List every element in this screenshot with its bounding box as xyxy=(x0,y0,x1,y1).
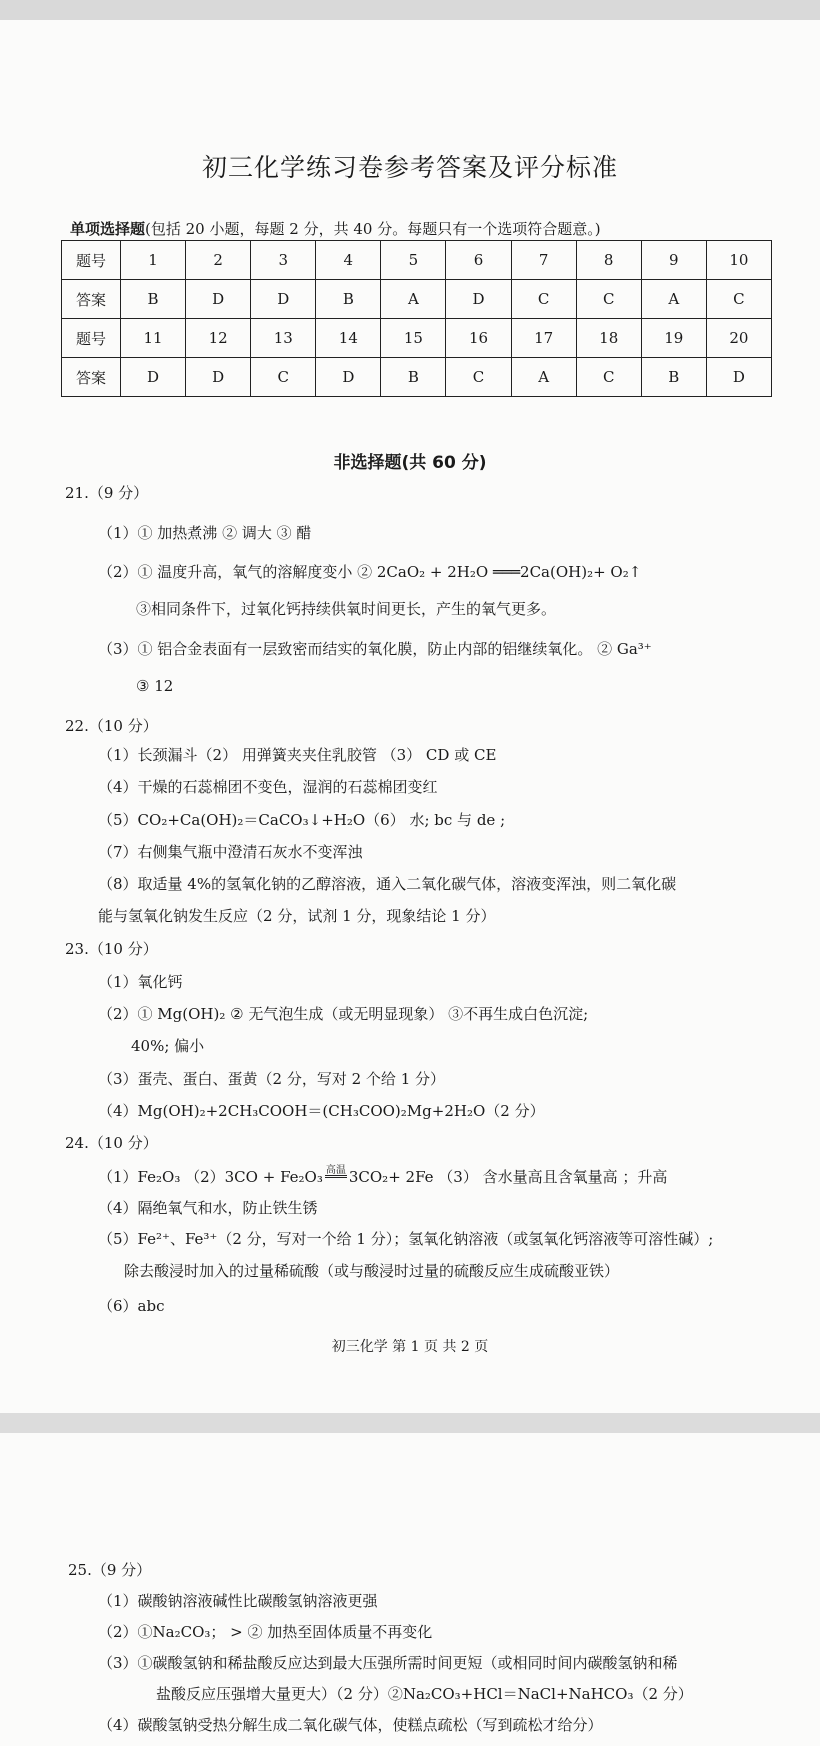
answer-table-cell: A xyxy=(641,280,706,319)
answer-table-cell: D xyxy=(706,358,771,397)
answer-table-cell: C xyxy=(576,280,641,319)
answer-table-row xyxy=(62,358,772,397)
answer-table-cell: C xyxy=(446,358,511,397)
answer-table-row-header: 答案 xyxy=(62,358,121,397)
answer-table-cell: 2 xyxy=(186,241,251,280)
q24-part1-left: （1）Fe₂O₃ （2）3CO + Fe₂O₃ xyxy=(98,1168,323,1186)
q21-heading: 21.（9 分） xyxy=(65,484,149,502)
answer-table-cell: D xyxy=(251,280,316,319)
mcq-label: 单项选择题 xyxy=(70,220,146,238)
answer-table-cell: 15 xyxy=(381,319,446,358)
answer-table-cell: 1 xyxy=(121,241,186,280)
q24-part5-line2: 除去酸浸时加入的过量稀硫酸（或与酸浸时过量的硫酸反应生成硫酸亚铁） xyxy=(124,1262,620,1280)
answer-table-cell: 19 xyxy=(641,319,706,358)
answer-table-row-header: 答案 xyxy=(62,280,121,319)
q25-part1: （1）碳酸钠溶液碱性比碳酸氢钠溶液更强 xyxy=(98,1592,378,1610)
q21-part3-line2: ③ 12 xyxy=(136,677,174,695)
q21-part3: （3）① 铝合金表面有一层致密而结实的氧化膜，防止内部的铝继续氧化。 ② Ga³⁺ xyxy=(98,640,652,658)
answer-table-cell: C xyxy=(251,358,316,397)
q24-heading: 24.（10 分） xyxy=(65,1134,158,1152)
page-title: 初三化学练习卷参考答案及评分标准 xyxy=(201,153,618,182)
q21-part2-line2: ③相同条件下，过氧化钙持续供氧时间更长，产生的氧气更多。 xyxy=(136,600,557,618)
answer-table-cell: 8 xyxy=(576,241,641,280)
q23-part4: （4）Mg(OH)₂+2CH₃COOH＝(CH₃COO)₂Mg+2H₂O（2 分） xyxy=(98,1102,545,1120)
answer-table-row-header: 题号 xyxy=(62,241,121,280)
q23-part2-line2: 40%; 偏小 xyxy=(131,1037,205,1055)
answer-table-cell: C xyxy=(706,280,771,319)
q22-heading: 22.（10 分） xyxy=(65,717,158,735)
answer-table-cell: A xyxy=(381,280,446,319)
answer-table-cell: B xyxy=(641,358,706,397)
mcq-description: (包括 20 小题，每题 2 分，共 40 分。每题只有一个选项符合题意。) xyxy=(145,220,601,238)
answer-table-row xyxy=(62,241,772,280)
q23-heading: 23.（10 分） xyxy=(65,940,158,958)
reaction-condition-arrow xyxy=(325,1165,347,1178)
q24-part5: （5）Fe²⁺、Fe³⁺（2 分，写对一个给 1 分）；氢氧化钠溶液（或氢氧化钙溶液等可溶性碱）; xyxy=(98,1230,714,1248)
reaction-condition-label: 高温 xyxy=(325,1165,346,1176)
answer-table-cell: 9 xyxy=(641,241,706,280)
answer-table-cell: C xyxy=(511,280,576,319)
q25-part3-line2: 盐酸反应压强增大量更大）（2 分）②Na₂CO₃+HCl＝NaCl+NaHCO₃（2 分） xyxy=(156,1685,693,1703)
answer-table-row xyxy=(62,319,772,358)
page-gap xyxy=(0,1413,820,1433)
answer-table-cell: D xyxy=(316,358,381,397)
page-footer: 初三化学 第 1 页 共 2 页 xyxy=(331,1339,489,1355)
q25-part4: （4）碳酸氢钠受热分解生成二氧化碳气体，使糕点疏松（写到疏松才给分） xyxy=(98,1716,603,1734)
document-page-2[interactable] xyxy=(0,1433,820,1746)
answer-table-cell: A xyxy=(511,358,576,397)
q24-part1-right: 3CO₂+ 2Fe （3） 含水量高且含氧量高 ；升高 xyxy=(348,1168,668,1186)
q22-part8-line2: 能与氢氧化钠发生反应（2 分，试剂 1 分，现象结论 1 分） xyxy=(98,907,496,925)
answer-table-cell: B xyxy=(381,358,446,397)
answer-table-cell: 14 xyxy=(316,319,381,358)
q22-part1: （1）长颈漏斗（2） 用弹簧夹夹住乳胶管 （3） CD 或 CE xyxy=(98,746,497,764)
q22-part8: （8）取适量 4%的氢氧化钠的乙醇溶液，通入二氧化碳气体，溶液变浑浊，则二氧化碳 xyxy=(98,875,677,893)
answer-table-cell: 12 xyxy=(186,319,251,358)
q23-part1: （1）氧化钙 xyxy=(98,973,183,991)
answer-table-cell: D xyxy=(186,280,251,319)
q22-part7: （7）右侧集气瓶中澄清石灰水不变浑浊 xyxy=(98,843,363,861)
q25-heading: 25.（9 分） xyxy=(68,1561,152,1579)
q21-part1: （1）① 加热煮沸 ② 调大 ③ 醋 xyxy=(98,524,312,542)
answer-table-cell: D xyxy=(446,280,511,319)
answer-table-cell: 7 xyxy=(511,241,576,280)
answer-table-cell: B xyxy=(316,280,381,319)
document-page-1[interactable] xyxy=(0,20,820,1413)
page-gap-top xyxy=(0,0,820,20)
answer-table-cell: 20 xyxy=(706,319,771,358)
answer-table-cell: 4 xyxy=(316,241,381,280)
answer-table xyxy=(61,240,772,397)
answer-table-cell: 10 xyxy=(706,241,771,280)
q21-part2: （2）① 温度升高，氧气的溶解度变小 ② 2CaO₂ + 2H₂O ═══2Ca(OH)₂+ O₂↑ xyxy=(98,563,642,581)
answer-table-cell: 16 xyxy=(446,319,511,358)
answer-table-row xyxy=(62,280,772,319)
mcq-heading xyxy=(70,218,601,239)
answer-table-cell: 5 xyxy=(381,241,446,280)
answer-table-cell: C xyxy=(576,358,641,397)
answer-table-cell: 17 xyxy=(511,319,576,358)
answer-table-cell: 13 xyxy=(251,319,316,358)
q25-part3: （3）①碳酸氢钠和稀盐酸反应达到最大压强所需时间更短（或相同时间内碳酸氢钠和稀 xyxy=(98,1654,678,1672)
answer-table-cell: 3 xyxy=(251,241,316,280)
q22-part5: （5）CO₂+Ca(OH)₂＝CaCO₃↓+H₂O（6） 水; bc 与 de ; xyxy=(98,811,506,829)
answer-table-cell: 6 xyxy=(446,241,511,280)
answer-table-cell: 18 xyxy=(576,319,641,358)
q24-part4: （4）隔绝氧气和水，防止铁生锈 xyxy=(98,1199,318,1217)
q25-part2: （2）①Na₂CO₃； > ② 加热至固体质量不再变化 xyxy=(98,1623,433,1641)
section-2-title: 非选择题(共 60 分) xyxy=(333,453,487,473)
q23-part2: （2）① Mg(OH)₂ ② 无气泡生成（或无明显现象） ③不再生成白色沉淀; xyxy=(98,1005,589,1023)
q24-part6: （6）abc xyxy=(98,1297,165,1315)
answer-table-cell: B xyxy=(121,280,186,319)
answer-table-cell: D xyxy=(186,358,251,397)
q23-part3: （3）蛋壳、蛋白、蛋黄（2 分，写对 2 个给 1 分） xyxy=(98,1070,446,1088)
q24-part1 xyxy=(98,1166,667,1187)
q22-part4: （4）干燥的石蕊棉团不变色，湿润的石蕊棉团变红 xyxy=(98,778,438,796)
answer-table-row-header: 题号 xyxy=(62,319,121,358)
answer-table-cell: 11 xyxy=(121,319,186,358)
answer-table-cell: D xyxy=(121,358,186,397)
